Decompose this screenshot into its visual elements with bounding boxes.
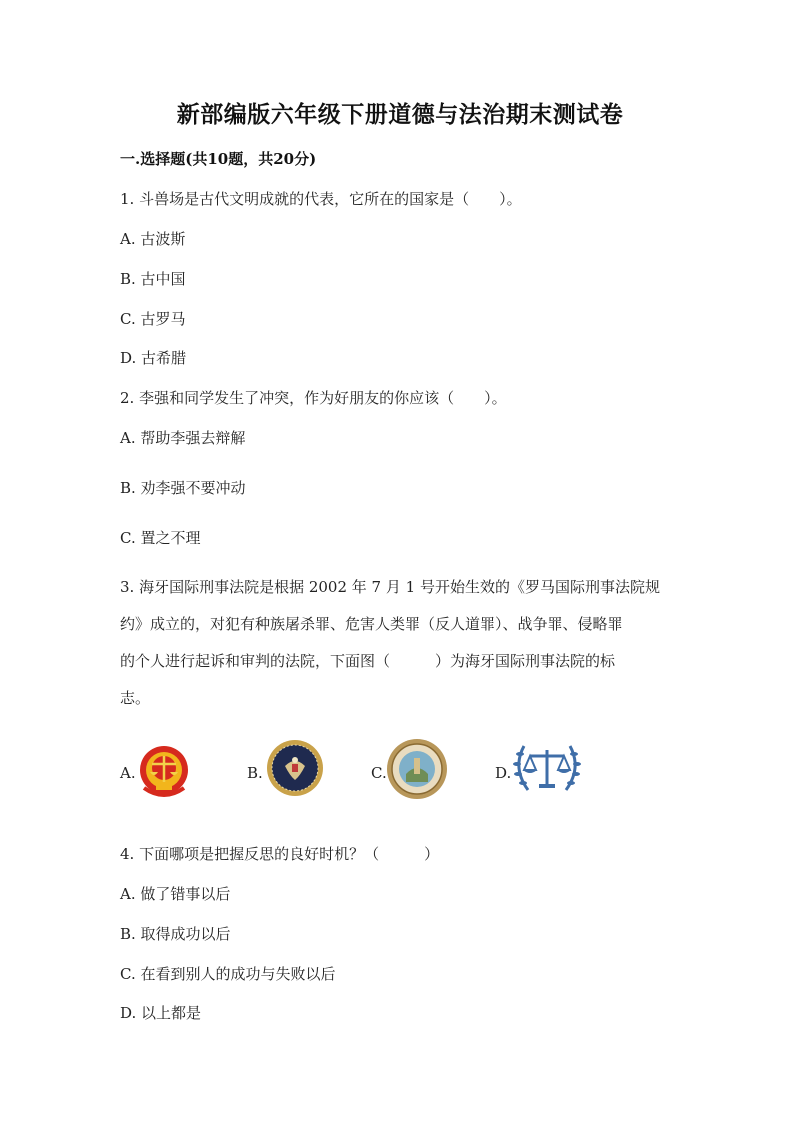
presidential-seal-icon <box>265 738 325 798</box>
question-1-option-b: B. 古中国 <box>120 270 186 288</box>
question-3-stem-line-3: 的个人进行起诉和审判的法院，下面图（ ）为海牙国际刑事法院的标 <box>120 652 616 670</box>
question-2-stem: 2. 李强和同学发生了冲突，作为好朋友的你应该（ ）。 <box>120 389 507 407</box>
page-title: 新部编版六年级下册道德与法治期末测试卷 <box>176 101 624 128</box>
question-2-option-a: A. 帮助李强去辩解 <box>120 429 246 447</box>
section-heading: 一.选择题(共10题，共20分) <box>120 150 317 168</box>
question-3-option-b-label: B. <box>247 764 263 782</box>
question-1-option-d: D. 古希腊 <box>120 349 187 367</box>
question-3-option-d-label: D. <box>495 764 512 782</box>
question-3-stem-line-1: 3. 海牙国际刑事法院是根据 2002 年 7 月 1 号开始生效的《罗马国际刑事法院规 <box>120 578 660 596</box>
globe-seal-icon <box>386 738 448 800</box>
question-1-stem: 1. 斗兽场是古代文明成就的代表，它所在的国家是（ ）。 <box>120 190 522 208</box>
question-3-stem-line-2: 约》成立的，对犯有种族屠杀罪、危害人类罪（反人道罪）、战争罪、侵略罪 <box>120 615 623 633</box>
question-1-option-a: A. 古波斯 <box>120 230 186 248</box>
question-2-option-c: C. 置之不理 <box>120 529 201 547</box>
question-1-option-c: C. 古罗马 <box>120 310 186 328</box>
question-4-option-c: C. 在看到别人的成功与失败以后 <box>120 965 336 983</box>
china-court-emblem-icon <box>136 738 192 802</box>
question-4-stem: 4. 下面哪项是把握反思的良好时机？（ ） <box>120 845 440 863</box>
question-3-stem-line-4: 志。 <box>120 689 151 707</box>
question-3-option-c-label: C. <box>371 764 387 782</box>
question-4-option-a: A. 做了错事以后 <box>120 885 231 903</box>
question-4-option-b: B. 取得成功以后 <box>120 925 231 943</box>
question-3-option-a-label: A. <box>120 764 136 782</box>
question-2-option-b: B. 劝李强不要冲动 <box>120 479 246 497</box>
question-4-option-d: D. 以上都是 <box>120 1004 202 1022</box>
scales-of-justice-laurel-icon <box>510 738 584 800</box>
